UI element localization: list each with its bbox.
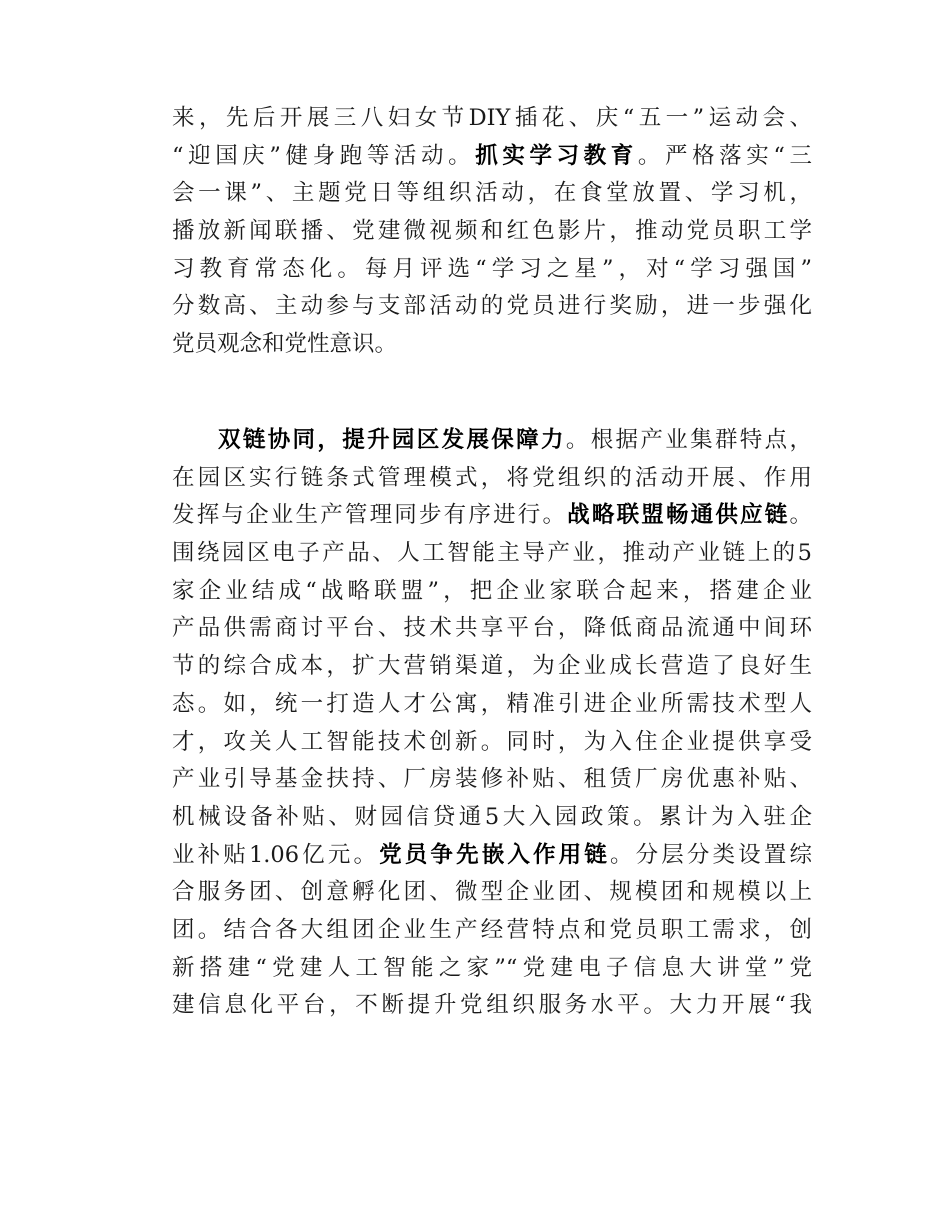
text-line xyxy=(172,799,812,837)
text-line xyxy=(172,950,812,988)
text-run: 会一课”、主题党日等组织活动，在食堂放置、学习机， xyxy=(172,180,812,207)
text-line xyxy=(172,175,812,213)
text-line xyxy=(172,686,812,724)
text-run: 态。如，统一打造人才公寓，精准引进企业所需技术型人 xyxy=(172,690,812,717)
text-run: 产业引导基金扶持、厂房装修补贴、租赁厂房优惠补贴、 xyxy=(172,766,812,793)
text-line xyxy=(172,100,812,138)
text-run: 来，先后开展三八妇女节DIY插花、庆“五一”运动会、 xyxy=(172,105,812,131)
text-line xyxy=(172,213,812,251)
text-run: 才，攻关人工智能技术创新。同时，为入住企业提供享受 xyxy=(172,728,812,755)
text-line xyxy=(172,288,812,326)
text-line xyxy=(172,724,812,762)
text-run: 建信息化平台，不断提升党组织服务水平。大力开展“我 xyxy=(172,992,812,1019)
paragraph-dual-chain xyxy=(172,422,812,1025)
text-run: 习教育常态化。每月评选“学习之星”，对“学习强国” xyxy=(172,255,812,282)
text-line xyxy=(172,573,812,611)
text-run: 围绕园区电子产品、人工智能主导产业，推动产业链上的5 xyxy=(172,540,812,567)
text-line xyxy=(172,138,812,176)
text-run: 业补贴1.06亿元。 xyxy=(172,841,380,868)
text-line xyxy=(172,874,812,912)
text-run: 分数高、主动参与支部活动的党员进行奖励，进一步强化 xyxy=(172,293,812,320)
text-run: 合服务团、创意孵化团、微型企业团、规模团和规模以上 xyxy=(172,879,812,906)
text-line xyxy=(172,648,812,686)
bold-heading: 战略联盟畅通供应链 xyxy=(567,502,790,529)
text-line xyxy=(172,912,812,950)
text-line xyxy=(172,422,812,460)
text-run: “迎国庆”健身跑等活动。 xyxy=(172,142,476,169)
bold-heading: 双链协同，提升园区发展保障力 xyxy=(218,427,566,453)
text-run: 播放新闻联播、党建微视频和红色影片，推动党员职工学 xyxy=(172,218,812,245)
text-run: 新搭建“党建人工智能之家”“党建电子信息大讲堂”党 xyxy=(172,954,812,981)
text-line xyxy=(172,837,812,875)
text-line xyxy=(172,460,812,498)
text-run: 团。结合各大组团企业生产经营特点和党员职工需求，创 xyxy=(172,916,812,943)
text-run: 在园区实行链条式管理模式，将党组织的活动开展、作用 xyxy=(172,464,812,491)
bold-heading: 党员争先嵌入作用链 xyxy=(379,841,610,868)
text-run: 产品供需商讨平台、技术共享平台，降低商品流通中间环 xyxy=(172,615,812,642)
text-run: 发挥与企业生产管理同步有序进行。 xyxy=(172,502,568,529)
text-run: 。 xyxy=(789,502,812,529)
text-run: 家企业结成“战略联盟”，把企业家联合起来，搭建企业 xyxy=(172,577,812,604)
text-line xyxy=(172,535,812,573)
text-run: 。根据产业集群特点， xyxy=(565,427,812,453)
text-run: 。分层分类设置综 xyxy=(609,841,812,868)
text-run: 机械设备补贴、财园信贷通5大入园政策。累计为入驻企 xyxy=(172,803,812,830)
text-run: 节的综合成本，扩大营销渠道，为企业成长营造了良好生 xyxy=(172,653,812,680)
paragraph-learning-education xyxy=(172,100,812,364)
text-line xyxy=(172,497,812,535)
bold-heading: 抓实学习教育 xyxy=(475,142,638,169)
text-line xyxy=(172,251,812,289)
text-run: 党员观念和党性意识。 xyxy=(172,331,398,358)
text-line xyxy=(172,987,812,1025)
text-run: 。严格落实“三 xyxy=(637,142,812,169)
text-line xyxy=(172,610,812,648)
text-line xyxy=(172,761,812,799)
text-line xyxy=(172,326,812,364)
